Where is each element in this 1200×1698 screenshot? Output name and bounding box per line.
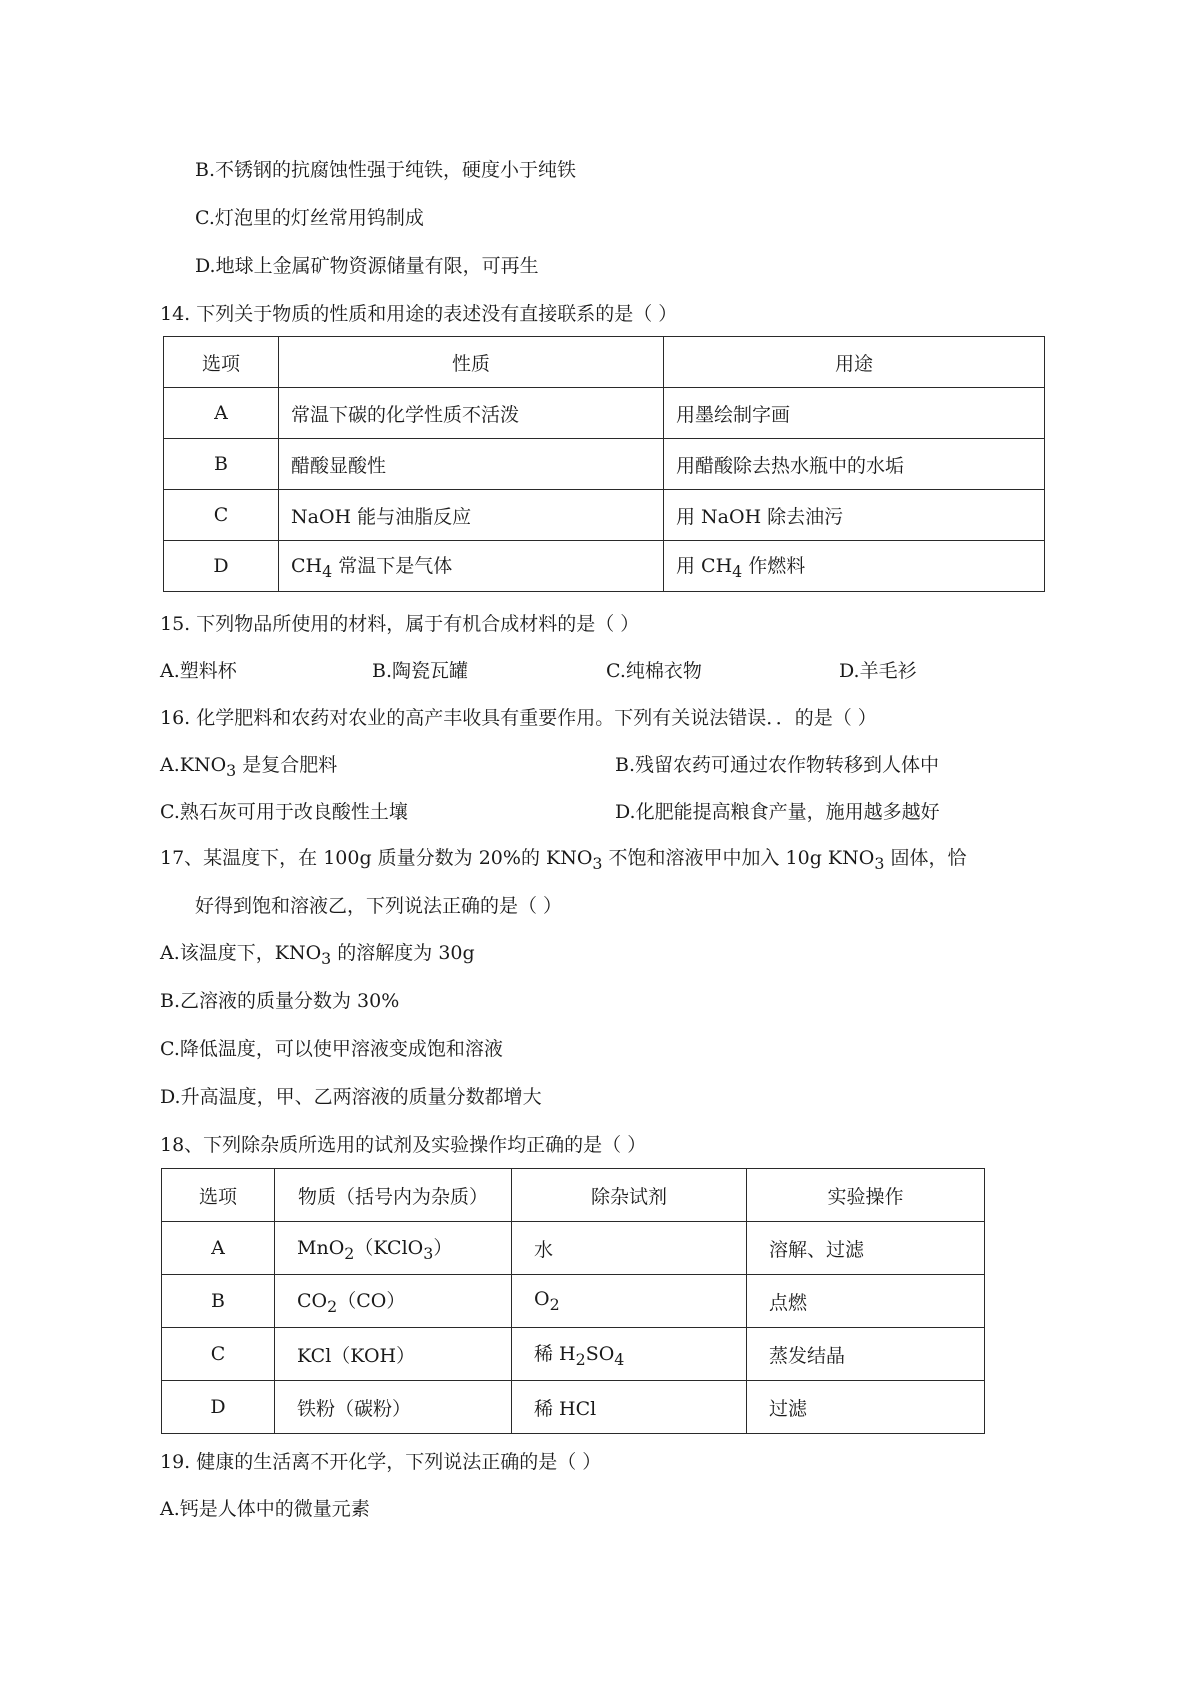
- q18-stem: 18、下列除杂质所选用的试剂及实验操作均正确的是（ ）: [160, 1134, 647, 1156]
- q18-row-d-option: D: [162, 1381, 275, 1434]
- q18-row-d-operation: 过滤: [747, 1381, 985, 1434]
- q16-option-c: C.熟石灰可用于改良酸性土壤: [160, 801, 408, 823]
- q14-row-c-use: 用 NaOH 除去油污: [664, 490, 1045, 541]
- q18-header-reagent: 除杂试剂: [512, 1169, 747, 1222]
- q14-stem: 14. 下列关于物质的性质和用途的表述没有直接联系的是（ ）: [160, 303, 678, 325]
- q14-header-row: [164, 337, 1045, 388]
- q15-option-d: D.羊毛衫: [839, 660, 917, 682]
- q18-row-b-option: B: [162, 1275, 275, 1328]
- q14-row-b-use: 用醋酸除去热水瓶中的水垢: [664, 439, 1045, 490]
- q14-row-d-use: 用 $CH_4$ 作燃料: [664, 541, 1045, 592]
- q18-row-c-reagent: 稀 $H_2SO_4$: [512, 1328, 747, 1381]
- q14-header-property: 性质: [279, 337, 664, 388]
- q17-option-a: A.该温度下，$KNO_3$ 的溶解度为 30g: [160, 942, 475, 968]
- q17-stem-line2: 好得到饱和溶液乙，下列说法正确的是（ ）: [195, 895, 563, 917]
- q19-option-a: A.钙是人体中的微量元素: [160, 1498, 370, 1520]
- q16-option-d: D.化肥能提高粮食产量，施用越多越好: [615, 801, 940, 823]
- q14-row-b-option: B: [164, 439, 279, 490]
- q14-row-c-property: NaOH 能与油脂反应: [279, 490, 664, 541]
- q14-row-d-option: D: [164, 541, 279, 592]
- q18-header-option: 选项: [162, 1169, 275, 1222]
- q18-row-a-reagent: 水: [512, 1222, 747, 1275]
- q14-row-a-option: A: [164, 388, 279, 439]
- q16-stem: 16. 化学肥料和农药对农业的高产丰收具有重要作用。下列有关说法错误．．的是（ ）: [160, 707, 877, 729]
- q18-table: [161, 1168, 985, 1434]
- q18-header-operation: 实验操作: [747, 1169, 985, 1222]
- q17-option-c: C.降低温度，可以使甲溶液变成饱和溶液: [160, 1038, 503, 1060]
- q18-row-d-substance: 铁粉（碳粉）: [275, 1381, 512, 1434]
- q18-row-a-option: A: [162, 1222, 275, 1275]
- q15-option-c: C.纯棉衣物: [606, 660, 702, 682]
- table-row: [164, 541, 1045, 592]
- q14-row-a-property: 常温下碳的化学性质不活泼: [279, 388, 664, 439]
- q13-option-b: B.不锈钢的抗腐蚀性强于纯铁，硬度小于纯铁: [195, 159, 577, 181]
- q14-row-d-property: $CH_4$ 常温下是气体: [279, 541, 664, 592]
- table-row: [162, 1222, 985, 1275]
- table-row: [162, 1328, 985, 1381]
- q19-stem: 19. 健康的生活离不开化学，下列说法正确的是（ ）: [160, 1451, 602, 1473]
- q18-row-a-operation: 溶解、过滤: [747, 1222, 985, 1275]
- q18-row-c-substance: KCl（KOH）: [275, 1328, 512, 1381]
- q14-row-a-use: 用墨绘制字画: [664, 388, 1045, 439]
- table-row: [164, 388, 1045, 439]
- q13-option-d: D.地球上金属矿物资源储量有限，可再生: [195, 255, 539, 277]
- q15-option-b: B.陶瓷瓦罐: [372, 660, 469, 682]
- q14-table: [163, 336, 1045, 592]
- q17-stem-line1: 17、某温度下，在 100g 质量分数为 20%的 $KNO_3$ 不饱和溶液甲中加入 10g $KNO_3$ 固体，恰: [160, 847, 967, 873]
- q14-header-use: 用途: [664, 337, 1045, 388]
- q16-option-a: $A.KNO_3$ 是复合肥料: [160, 754, 338, 780]
- table-row: [164, 490, 1045, 541]
- q17-option-d: D.升高温度，甲、乙两溶液的质量分数都增大: [160, 1086, 542, 1108]
- q18-row-d-reagent: 稀 HCl: [512, 1381, 747, 1434]
- q18-row-a-substance: MnO$_2$（KClO$_3$）: [275, 1222, 512, 1275]
- q18-row-b-operation: 点燃: [747, 1275, 985, 1328]
- q18-header-substance: 物质（括号内为杂质）: [275, 1169, 512, 1222]
- q18-row-c-operation: 蒸发结晶: [747, 1328, 985, 1381]
- q17-option-b: B.乙溶液的质量分数为 30%: [160, 990, 400, 1012]
- q18-row-b-reagent: $O_2$: [512, 1275, 747, 1328]
- q18-row-c-option: C: [162, 1328, 275, 1381]
- table-row: [162, 1381, 985, 1434]
- q15-stem: 15. 下列物品所使用的材料，属于有机合成材料的是（ ）: [160, 613, 640, 635]
- table-row: [164, 439, 1045, 490]
- q13-option-c: C.灯泡里的灯丝常用钨制成: [195, 207, 424, 229]
- q18-header-row: [162, 1169, 985, 1222]
- q16-option-b: B.残留农药可通过农作物转移到人体中: [615, 754, 940, 776]
- q14-row-c-option: C: [164, 490, 279, 541]
- q18-row-b-substance: $CO_2(CO)$: [275, 1275, 512, 1328]
- q14-row-b-property: 醋酸显酸性: [279, 439, 664, 490]
- table-row: [162, 1275, 985, 1328]
- q15-option-a: A.塑料杯: [160, 660, 237, 682]
- q14-header-option: 选项: [164, 337, 279, 388]
